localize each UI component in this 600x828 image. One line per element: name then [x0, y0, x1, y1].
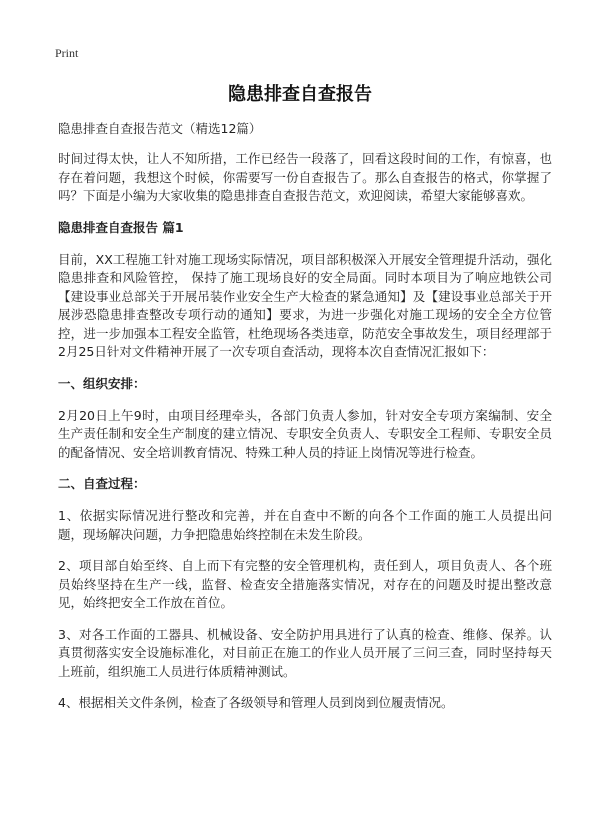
section-title: 隐患排查自查报告 篇1 — [58, 219, 184, 235]
heading-process: 二、自查过程： — [58, 476, 146, 491]
print-label: Print — [55, 46, 79, 60]
process-item-3: 3、对各工作面的工器具、机械设备、安全防护用具进行了认真的检查、维修、保养。认真贯彻落实安全设施标准化，对目前正在施工的作业人员开展了三问三查，同时坚持每天上班前，组织施工人员进行体质精神测试。 — [58, 626, 552, 679]
document-subtitle: 隐患排查自查报告范文（精选12篇） — [58, 121, 262, 136]
process-item-2: 2、项目部自始至终、自上而下有完整的安全管理机构，责任到人，项目负责人、各个班员始终坚持在生产一线，监督、检查安全措施落实情况，对存在的问题及时提出整改意见，始终把安全工作放在首位。 — [58, 558, 552, 610]
process-item-1: 1、依据实际情况进行整改和完善，并在自查中不断的向各个工作面的施工人员提出问题，现场解决问题，力争把隐患始终控制在未发生阶段。 — [58, 508, 552, 542]
heading-organization: 一、组织安排： — [58, 375, 146, 391]
process-item-4: 4、根据相关文件条例，检查了各级领导和管理人员到岗到位履责情况。 — [58, 695, 454, 710]
intro-paragraph: 时间过得太快，让人不知所措，工作已经告一段落了，回看这段时间的工作，有惊喜，也存在着问题，我想这个时候，你需要写一份自查报告了。那么自查报告的格式，你掌握了吗？下面是小编为大家收集的隐患排查自查报告范文，欢迎阅读，希望大家能够喜欢。 — [58, 151, 552, 203]
document-title: 隐患排查自查报告 — [228, 84, 372, 105]
organization-paragraph: 2月20日上午9时，由项目经理牵头，各部门负责人参加，针对安全专项方案编制、安全生产责任制和安全生产制度的建立情况、专职安全负责人、专职安全工程师、专职安全员的配备情况、安全培训教育情况、特殊工种人员的持证上岗情况等进行检查。 — [58, 407, 552, 460]
section-intro-paragraph: 目前，XX工程施工针对施工现场实际情况，项目部积极深入开展安全管理提升活动，强化隐患排查和风险管控， 保持了施工现场良好的安全局面。同时本项目为了响应地铁公司【建设事业总部关于开展吊装作业安全生产大检查的紧急通知】及【建设事业总部关于开展涉恐隐患排查整改专项行动的通知】要求，为进一步强化对施工现场的安全全方位管控，进一步加强本工程安全监管，杜绝现场各类违章，防范安全事故发生，项目经理部于2月25日针对文件精神开展了一次专项自查活动，现将本次自查情况汇报如下： — [58, 251, 552, 359]
document-body — [58, 120, 552, 726]
